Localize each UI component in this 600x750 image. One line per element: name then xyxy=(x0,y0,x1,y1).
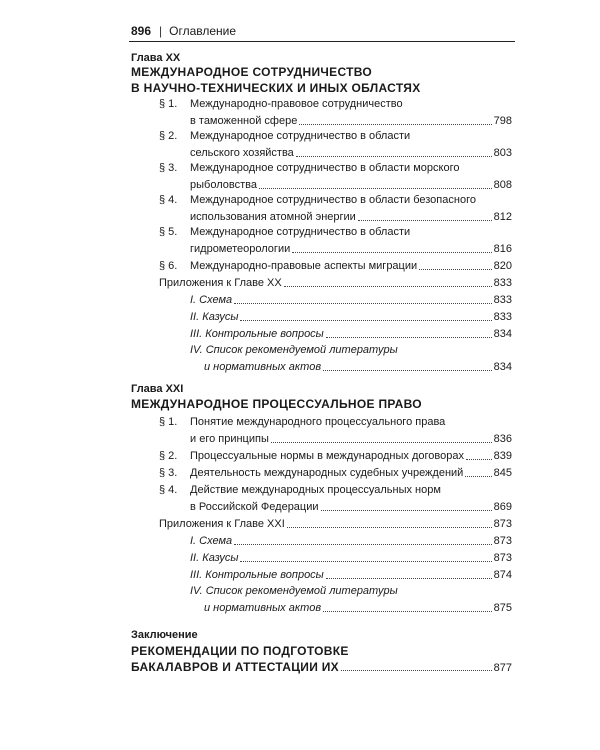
toc-page-number: 873 xyxy=(493,552,512,564)
toc-entry-20-5[interactable] xyxy=(190,241,512,258)
chapter-20-title-line2: В НАУЧНО-ТЕХНИЧЕСКИХ И ИНЫХ ОБЛАСТЯХ xyxy=(131,81,421,95)
dot-leader xyxy=(326,567,492,579)
section-number: § 5. xyxy=(159,226,178,238)
dot-leader xyxy=(292,241,491,253)
dot-leader xyxy=(323,600,492,612)
toc-entry-text: и нормативных актов xyxy=(204,602,322,614)
toc-page-number: 816 xyxy=(493,243,512,255)
dot-leader xyxy=(358,209,492,221)
section-number: § 6. xyxy=(159,260,178,272)
running-head xyxy=(131,23,513,39)
toc-entry-text: рыболовства xyxy=(190,179,257,191)
toc-appendix-20[interactable] xyxy=(159,275,512,292)
toc-entry-21-4[interactable] xyxy=(190,499,512,516)
toc-page-number: 798 xyxy=(493,115,512,127)
chapter-21-title: МЕЖДУНАРОДНОЕ ПРОЦЕССУАЛЬНОЕ ПРАВО xyxy=(131,397,422,411)
toc-conclusion[interactable] xyxy=(131,659,512,676)
toc-appendix-item[interactable] xyxy=(190,533,512,550)
toc-page-number: 833 xyxy=(493,294,512,306)
toc-entry-text: Международное сотрудничество в области xyxy=(190,226,411,238)
toc-appendix-item[interactable] xyxy=(204,359,512,376)
section-number: § 3. xyxy=(159,162,178,174)
toc-entry-text: Международное сотрудничество в области морского xyxy=(190,162,460,174)
toc-entry-text: Международно-правовое сотрудничество xyxy=(190,98,403,110)
dot-leader xyxy=(284,275,492,287)
toc-page-number: 833 xyxy=(493,277,512,289)
dot-leader xyxy=(259,177,492,189)
section-number: § 4. xyxy=(159,484,178,496)
toc-entry-text: I. Схема xyxy=(190,535,233,547)
toc-entry-text: Понятие международного процессуального права xyxy=(190,416,446,428)
conclusion-label: Заключение xyxy=(131,629,198,641)
toc-appendix-item[interactable] xyxy=(190,567,512,584)
toc-appendix-21[interactable] xyxy=(159,516,512,533)
toc-page-number: 839 xyxy=(493,450,512,462)
chapter-20-title-line1: МЕЖДУНАРОДНОЕ СОТРУДНИЧЕСТВО xyxy=(131,65,373,79)
dot-leader xyxy=(234,533,491,545)
toc-appendix-item[interactable] xyxy=(190,292,512,309)
toc-entry-21-1[interactable] xyxy=(190,431,512,448)
toc-entry-20-6[interactable] xyxy=(190,258,512,275)
toc-entry-21-2[interactable] xyxy=(190,448,512,465)
toc-page-number: 845 xyxy=(493,467,512,479)
toc-entry-text: Действие международных процессуальных норм xyxy=(190,484,441,496)
toc-entry-text: Международно-правовые аспекты миграции xyxy=(190,260,418,272)
toc-page-number: 874 xyxy=(493,569,512,581)
chapter-20-label: Глава XX xyxy=(131,52,181,64)
chapter-21-label: Глава XXI xyxy=(131,383,184,395)
toc-entry-text: IV. Список рекомендуемой литературы xyxy=(190,344,398,356)
toc-entry-text: сельского хозяйства xyxy=(190,147,294,159)
dot-leader xyxy=(323,359,492,371)
toc-entry-text: Приложения к Главе XX xyxy=(159,277,282,289)
toc-entry-text: Международное сотрудничество в области безопасного xyxy=(190,194,476,206)
toc-entry-text: III. Контрольные вопросы xyxy=(190,328,324,340)
dot-leader xyxy=(299,113,491,125)
toc-entry-text: Деятельность международных судебных учреждений xyxy=(190,467,464,479)
section-number: § 3. xyxy=(159,467,178,479)
toc-page-number: 812 xyxy=(493,211,512,223)
section-number: § 1. xyxy=(159,416,178,428)
header-rule xyxy=(129,41,515,42)
toc-entry-text: в таможенной сфере xyxy=(190,115,298,127)
dot-leader xyxy=(341,659,492,671)
page-number: 896 xyxy=(131,24,152,38)
toc-page-number: 877 xyxy=(493,662,512,674)
toc-entry-text: гидрометеорологии xyxy=(190,243,291,255)
toc-entry-text: III. Контрольные вопросы xyxy=(190,569,324,581)
toc-entry-text: I. Схема xyxy=(190,294,233,306)
dot-leader xyxy=(287,516,492,528)
toc-appendix-item[interactable] xyxy=(190,550,512,567)
toc-page-number: 873 xyxy=(493,535,512,547)
toc-appendix-item[interactable] xyxy=(204,600,512,617)
toc-page-number: 820 xyxy=(493,260,512,272)
dot-leader xyxy=(419,258,491,270)
toc-entry-text: в Российской Федерации xyxy=(190,501,319,513)
dot-leader xyxy=(240,550,491,562)
toc-entry-text: II. Казусы xyxy=(190,311,239,323)
section-number: § 2. xyxy=(159,130,178,142)
toc-page-number: 869 xyxy=(493,501,512,513)
toc-page-number: 873 xyxy=(493,518,512,530)
toc-page-number: 834 xyxy=(493,361,512,373)
toc-entry-text: II. Казусы xyxy=(190,552,239,564)
toc-entry-text: Процессуальные нормы в международных договорах xyxy=(190,450,464,462)
toc-entry-text: IV. Список рекомендуемой литературы xyxy=(190,585,398,597)
toc-page-number: 836 xyxy=(493,433,512,445)
conclusion-title-line2: БАКАЛАВРОВ И АТТЕСТАЦИИ ИХ xyxy=(131,660,339,674)
section-number: § 1. xyxy=(159,98,178,110)
section-number: § 2. xyxy=(159,450,178,462)
dot-leader xyxy=(271,431,492,443)
toc-appendix-item[interactable] xyxy=(190,326,512,343)
dot-leader xyxy=(465,465,491,477)
toc-page-number: 875 xyxy=(493,602,512,614)
toc-page-number: 808 xyxy=(493,179,512,191)
conclusion-title-line1: РЕКОМЕНДАЦИИ ПО ПОДГОТОВКЕ xyxy=(131,644,349,658)
dot-leader xyxy=(234,292,491,304)
toc-page-number: 803 xyxy=(493,147,512,159)
section-number: § 4. xyxy=(159,194,178,206)
toc-entry-21-3[interactable] xyxy=(190,465,512,482)
toc-page-number: 834 xyxy=(493,328,512,340)
toc-entry-text: Приложения к Главе XXI xyxy=(159,518,285,530)
dot-leader xyxy=(240,309,491,321)
dot-leader xyxy=(296,145,492,157)
toc-appendix-item[interactable] xyxy=(190,309,512,326)
header-separator: | xyxy=(159,24,163,38)
toc-entry-text: и нормативных актов xyxy=(204,361,322,373)
dot-leader xyxy=(466,448,492,460)
running-head-title: Оглавление xyxy=(169,24,237,38)
toc-entry-text: Международное сотрудничество в области xyxy=(190,130,411,142)
toc-entry-text: и его принципы xyxy=(190,433,269,445)
toc-page-number: 833 xyxy=(493,311,512,323)
toc-entry-text: использования атомной энергии xyxy=(190,211,356,223)
dot-leader xyxy=(321,499,492,511)
dot-leader xyxy=(326,326,492,338)
